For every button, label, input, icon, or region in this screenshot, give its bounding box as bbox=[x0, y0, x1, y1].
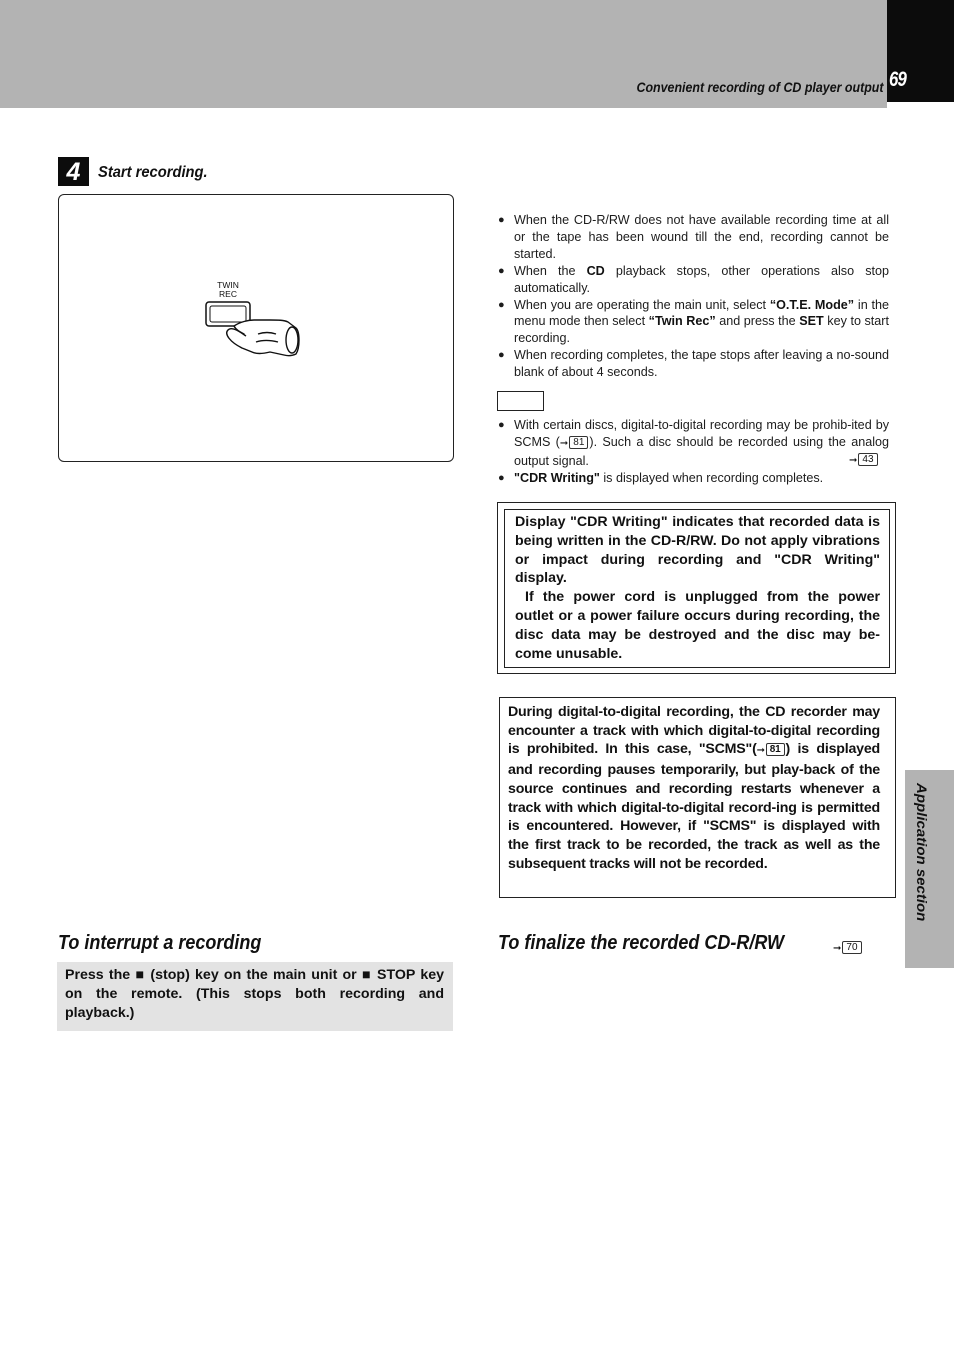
notes-list bbox=[497, 212, 889, 381]
twin-rec-key-illustration bbox=[200, 276, 310, 366]
header-title: Convenient recording of CD player output bbox=[636, 80, 884, 95]
list-item: ● When you are operating the main unit, select “O.T.E. Mode” in the menu mode then select “Twin Rec” and press the SET key to start recording. bbox=[498, 297, 890, 346]
finalize-heading: To finalize the recorded CD-R/RW bbox=[498, 932, 785, 954]
page-ref-70-wrap bbox=[833, 940, 863, 954]
step-number: 4 bbox=[58, 157, 89, 186]
key-label-line2: REC bbox=[219, 289, 237, 299]
warning-paragraph: If the power cord is unplugged from the power outlet or a power failure occurs during recording, the disc data may be destroyed and the disc may be-come unusable. bbox=[515, 589, 880, 662]
bullet-icon: ● bbox=[498, 298, 505, 311]
page-ref-43-wrap bbox=[849, 452, 879, 466]
page-ref-81: 81 bbox=[569, 436, 588, 449]
side-tab-label: Application section bbox=[913, 783, 930, 922]
arrow-icon: ➞ bbox=[833, 943, 842, 954]
bullet-icon: ● bbox=[498, 264, 505, 277]
key-label-line1: TWIN bbox=[217, 280, 239, 290]
bullet-icon: ● bbox=[498, 419, 505, 431]
note-tag bbox=[497, 391, 544, 411]
list-item: ● When recording completes, the tape stops after leaving a no-sound blank of about 4 seconds. bbox=[498, 348, 889, 380]
arrow-icon: ➞ bbox=[756, 745, 765, 757]
page-ref-70: 70 bbox=[842, 941, 861, 954]
page-ref-43: 43 bbox=[858, 453, 877, 466]
interrupt-heading: To interrupt a recording bbox=[58, 932, 262, 954]
list-item: ● "CDR Writing" is displayed when recording completes. bbox=[498, 470, 824, 485]
caution-notes-list bbox=[497, 417, 889, 487]
list-item: ● When the CD playback stops, other operations also stop automatically. bbox=[498, 263, 889, 295]
warning-box bbox=[504, 509, 890, 668]
bullet-icon: ● bbox=[498, 214, 505, 226]
arrow-icon: ➞ bbox=[559, 437, 569, 449]
bullet-icon: ● bbox=[498, 349, 505, 362]
list-item: ● With certain discs, digital-to-digital recording may be prohib-ited by SCMS (➞ 81 ). Such a disc should be recorded using the analog output signal. bbox=[498, 418, 890, 468]
list-item: ● When the CD-R/RW does not have available recording time at all or the tape has been wound till the end, recording cannot be started. bbox=[498, 213, 889, 261]
page-ref-81: 81 bbox=[766, 743, 785, 756]
page-number: 69 bbox=[889, 68, 907, 91]
arrow-icon: ➞ bbox=[849, 455, 858, 466]
warning-paragraph: Display "CDR Writing" indicates that recorded data is being written in the CD-R/RW. Do not apply vibrations or impact during recording and "CDR Writing" display. bbox=[515, 514, 880, 587]
pointing-hand-icon bbox=[227, 320, 299, 356]
interrupt-instructions: Press the ■ (stop) key on the main unit or ■ STOP key on the remote. (This stops both recording and playback.) bbox=[57, 962, 453, 1031]
scms-info-box: During digital-to-digital recording, the CD recorder may encounter a track with which digital-to-digital recording is prohibited. In this case, "SCMS"(➞ 81 ) is displayed and recording pauses temporarily, but play-back of the source continues and recording restarts whenever a track with which digital-to-digital record-ing is permitted is encountered. However, if "SCMS" is displayed with the first track to be recorded, the track as well as the subsequent tracks will not be recorded. bbox=[499, 697, 896, 898]
bullet-icon: ● bbox=[498, 471, 505, 484]
step-label: Start recording. bbox=[98, 164, 208, 181]
